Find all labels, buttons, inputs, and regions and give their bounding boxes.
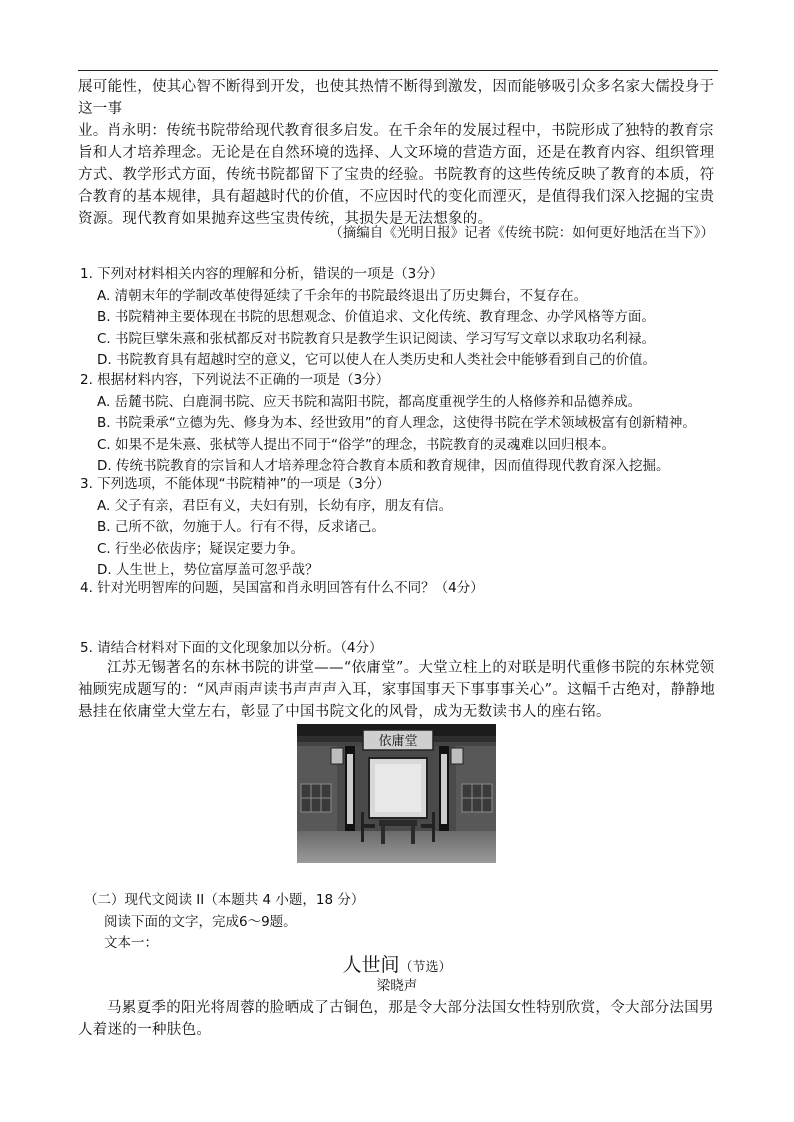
question-1-option-a: A. 清朝末年的学制改革使得延续了千余年的书院最终退出了历史舞台，不复存在。 — [97, 287, 588, 304]
question-5-material: 江苏无锡著名的东林书院的讲堂——“依庸堂”。大堂立柱上的对联是明代重修书院的东林党领袖顾宪成题写的：“风声雨声读书声声声入耳，家事国事天下事事事关心”。这幅千古绝对，静静地悬挂在依庸堂大堂左右，彰显了中国书院文化的风骨，成为无数读书人的座右铭。 — [78, 660, 716, 720]
passage-title-note: （节选） — [399, 960, 452, 975]
section-2-heading: （二）现代文阅读 II（本题共 4 小题，18 分） — [84, 892, 365, 908]
question-2 — [80, 370, 720, 478]
section-2-instruction: 阅读下面的文字，完成6～9题。 — [104, 914, 297, 930]
question-2-option-b: B. 书院秉承“立德为先、修身为本、经世致用”的育人理念，这使得书院在学术领域极富有创新精神。 — [97, 415, 696, 431]
question-3-option-c: C. 行坐必依齿序；疑误定要力争。 — [97, 540, 305, 557]
xiao-paragraph: 肖永明：传统书院带给现代教育很多启发。在千余年的发展过程中，书院形成了独特的教育宗旨和人才培养理念。无论是在自然环境的选择、人文环境的营造方面，还是在教育内容、组织管理方式、教学形式方面，传统书院都留下了宝贵的经验。书院教育的这些传统反映了教育的本质，符合教育的基本规律，具有超越时代的价值，不应因时代的变化而湮灭，是值得我们深入挖掘的宝贵资源。现代教育如果抛弃这些宝贵传统，其损失是无法想象的。 — [78, 123, 715, 227]
question-1-option-c: C. 书院巨擘朱熹和张栻都反对书院教育只是教学生识记阅读、学习写写文章以求取功名利禄。 — [97, 330, 656, 347]
question-3-option-a: A. 父子有亲，君臣有义，夫妇有别，长幼有序，朋友有信。 — [97, 497, 453, 514]
question-4-stem: 4. 针对光明智库的问题，吴国富和肖永明回答有什么不同？（4分） — [80, 580, 484, 596]
question-1-option-d: D. 书院教育具有超越时空的意义，它可以使人在人类历史和人类社会中能够看到自己的价值。 — [97, 352, 656, 368]
question-3-stem: 3. 下列选项，不能体现“书院精神”的一项是（3分） — [80, 476, 390, 492]
plaque-text: 依庸堂 — [378, 734, 418, 749]
text-one-label: 文本一： — [104, 935, 158, 951]
question-1-option-b: B. 书院精神主要体现在书院的思想观念、价值追求、文化传统、教育理念、办学风格等方面。 — [97, 309, 655, 325]
question-2-stem: 2. 根据材料内容，下列说法不正确的一项是（3分） — [80, 372, 390, 388]
question-2-option-c: C. 如果不是朱熹、张栻等人提出不同于“俗学”的理念，书院教育的灵魂难以回归根本。 — [97, 436, 615, 453]
question-2-option-d: D. 传统书院教育的宗旨和人才培养理念符合教育本质和教育规律，因而值得现代教育深入挖掘。 — [97, 458, 670, 474]
continued-line-2: 业。 — [78, 123, 108, 139]
question-3 — [80, 474, 720, 582]
passage-title-block — [0, 950, 794, 977]
question-3-option-b: B. 己所不欲，勿施于人。行有不得，反求诸己。 — [97, 519, 385, 535]
question-5-stem: 5. 请结合材料对下面的文化现象加以分析。（4分） — [80, 640, 383, 656]
question-3-option-d: D. 人生世上，势位富厚盖可忽乎哉？ — [97, 562, 319, 578]
header-rule — [78, 70, 718, 71]
source-citation: （摘编自《光明日报》记者《传统书院：如何更好地活在当下》） — [329, 225, 714, 241]
continued-line-1: 展可能性，使其心智不断得到开发，也使其热情不断得到激发，因而能够吸引众多名家大儒投身于这一事 — [78, 79, 715, 117]
passage-title: 人世间 — [342, 954, 400, 976]
question-2-option-a: A. 岳麓书院、白鹿洞书院、应天书院和嵩阳书院，都高度重视学生的人格修养和品德养成。 — [97, 393, 642, 410]
lecture-hall-illustration — [297, 724, 496, 863]
question-1-stem: 1. 下列对材料相关内容的理解和分析，错误的一项是（3分） — [80, 266, 444, 282]
lecture-hall-photo — [297, 724, 496, 863]
question-4 — [80, 578, 720, 600]
passage-author: 梁晓声 — [376, 978, 418, 994]
passage-opening: 马累夏季的阳光将周蓉的脸晒成了古铜色，那是令大部分法国女性特别欣赏，令大部分法国男人着迷的一种肤色。 — [78, 1000, 714, 1038]
question-1 — [80, 264, 720, 372]
